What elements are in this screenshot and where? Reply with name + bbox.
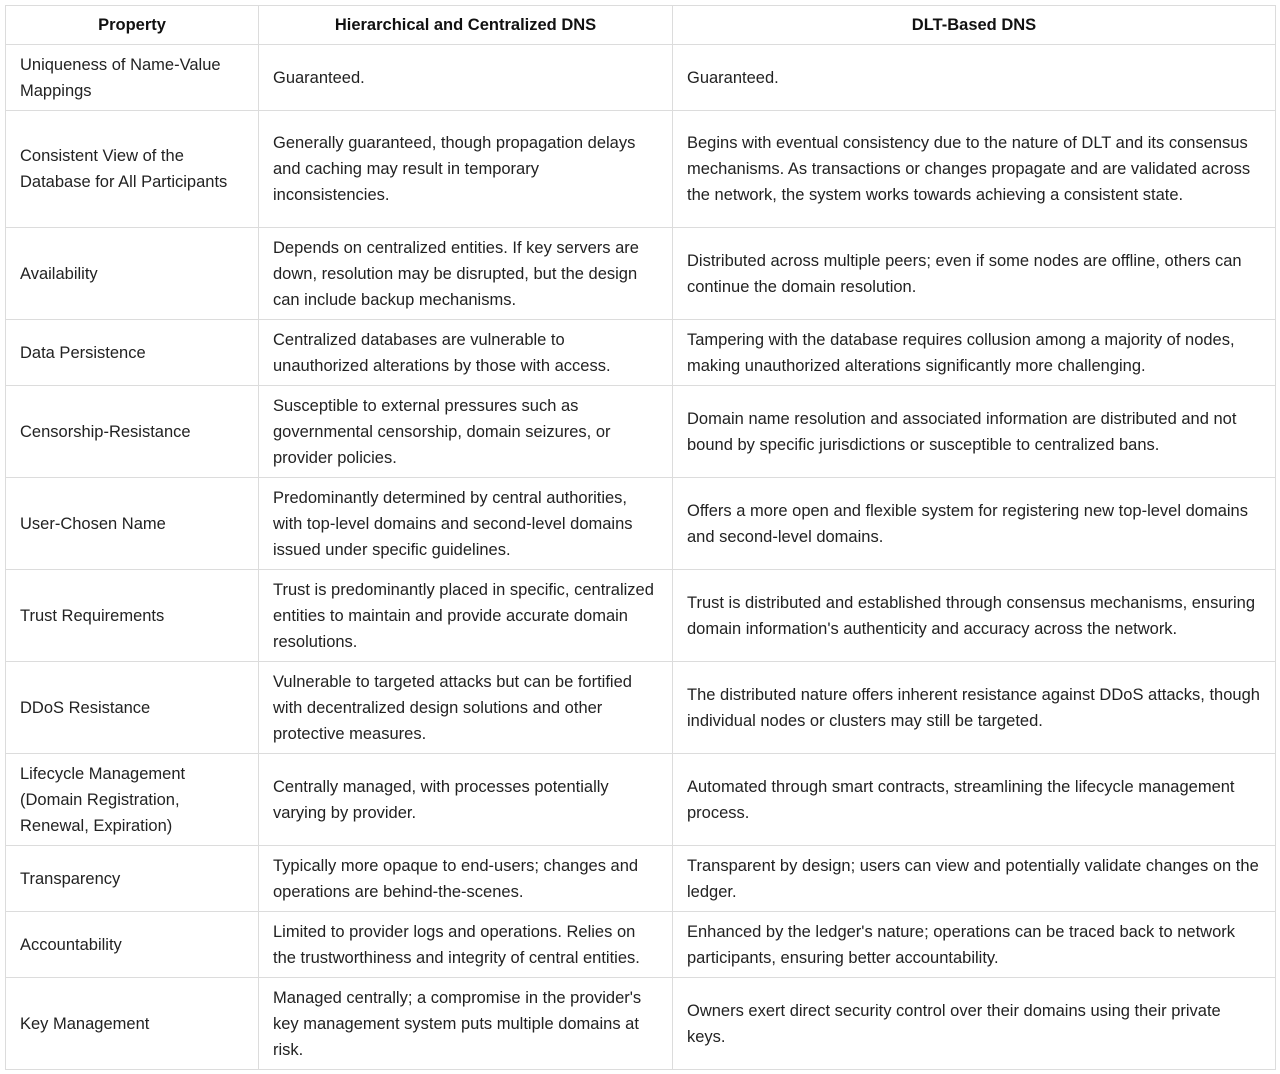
cell-property: Key Management [6,978,259,1070]
table-row [6,978,1276,1070]
table-row [6,662,1276,754]
cell-dlt: Offers a more open and flexible system for registering new top-level domains and second-level domains. [673,478,1276,570]
table-row [6,912,1276,978]
cell-hierarchical: Vulnerable to targeted attacks but can be fortified with decentralized design solutions and other protective measures. [259,662,673,754]
table-row [6,478,1276,570]
cell-hierarchical: Predominantly determined by central authorities, with top-level domains and second-level domains issued under specific guidelines. [259,478,673,570]
cell-property: Consistent View of the Database for All Participants [6,111,259,228]
cell-property: Uniqueness of Name-Value Mappings [6,45,259,111]
comparison-table-container [5,5,1275,1070]
cell-property: Availability [6,228,259,320]
cell-hierarchical: Trust is predominantly placed in specific, centralized entities to maintain and provide accurate domain resolutions. [259,570,673,662]
cell-dlt: The distributed nature offers inherent resistance against DDoS attacks, though individual nodes or clusters may still be targeted. [673,662,1276,754]
cell-property: Censorship-Resistance [6,386,259,478]
cell-dlt: Automated through smart contracts, streamlining the lifecycle management process. [673,754,1276,846]
cell-property: Data Persistence [6,320,259,386]
cell-property: Transparency [6,846,259,912]
cell-property: DDoS Resistance [6,662,259,754]
cell-hierarchical: Susceptible to external pressures such as governmental censorship, domain seizures, or provider policies. [259,386,673,478]
cell-hierarchical: Typically more opaque to end-users; changes and operations are behind-the-scenes. [259,846,673,912]
dns-comparison-table [5,5,1276,1070]
cell-dlt: Guaranteed. [673,45,1276,111]
table-row [6,320,1276,386]
cell-hierarchical: Depends on centralized entities. If key servers are down, resolution may be disrupted, but the design can include backup mechanisms. [259,228,673,320]
table-row [6,754,1276,846]
table-row [6,386,1276,478]
header-dlt-dns: DLT-Based DNS [673,6,1276,45]
cell-dlt: Transparent by design; users can view and potentially validate changes on the ledger. [673,846,1276,912]
table-row [6,111,1276,228]
cell-dlt: Enhanced by the ledger's nature; operations can be traced back to network participants, ensuring better accountability. [673,912,1276,978]
table-header-row [6,6,1276,45]
cell-dlt: Distributed across multiple peers; even if some nodes are offline, others can continue the domain resolution. [673,228,1276,320]
cell-property: Trust Requirements [6,570,259,662]
header-hierarchical-dns: Hierarchical and Centralized DNS [259,6,673,45]
cell-dlt: Tampering with the database requires collusion among a majority of nodes, making unauthorized alterations significantly more challenging. [673,320,1276,386]
cell-property: Lifecycle Management (Domain Registration, Renewal, Expiration) [6,754,259,846]
cell-dlt: Owners exert direct security control over their domains using their private keys. [673,978,1276,1070]
table-row [6,846,1276,912]
table-row [6,45,1276,111]
cell-hierarchical: Centrally managed, with processes potentially varying by provider. [259,754,673,846]
table-row [6,570,1276,662]
cell-property: User-Chosen Name [6,478,259,570]
cell-hierarchical: Generally guaranteed, though propagation delays and caching may result in temporary inconsistencies. [259,111,673,228]
cell-dlt: Trust is distributed and established through consensus mechanisms, ensuring domain information's authenticity and accuracy across the network. [673,570,1276,662]
cell-hierarchical: Centralized databases are vulnerable to unauthorized alterations by those with access. [259,320,673,386]
cell-dlt: Domain name resolution and associated information are distributed and not bound by specific jurisdictions or susceptible to centralized bans. [673,386,1276,478]
cell-property: Accountability [6,912,259,978]
cell-dlt: Begins with eventual consistency due to the nature of DLT and its consensus mechanisms. As transactions or changes propagate and are validated across the network, the system works towards achieving a consistent state. [673,111,1276,228]
cell-hierarchical: Managed centrally; a compromise in the provider's key management system puts multiple domains at risk. [259,978,673,1070]
table-row [6,228,1276,320]
header-property: Property [6,6,259,45]
cell-hierarchical: Guaranteed. [259,45,673,111]
cell-hierarchical: Limited to provider logs and operations. Relies on the trustworthiness and integrity of central entities. [259,912,673,978]
